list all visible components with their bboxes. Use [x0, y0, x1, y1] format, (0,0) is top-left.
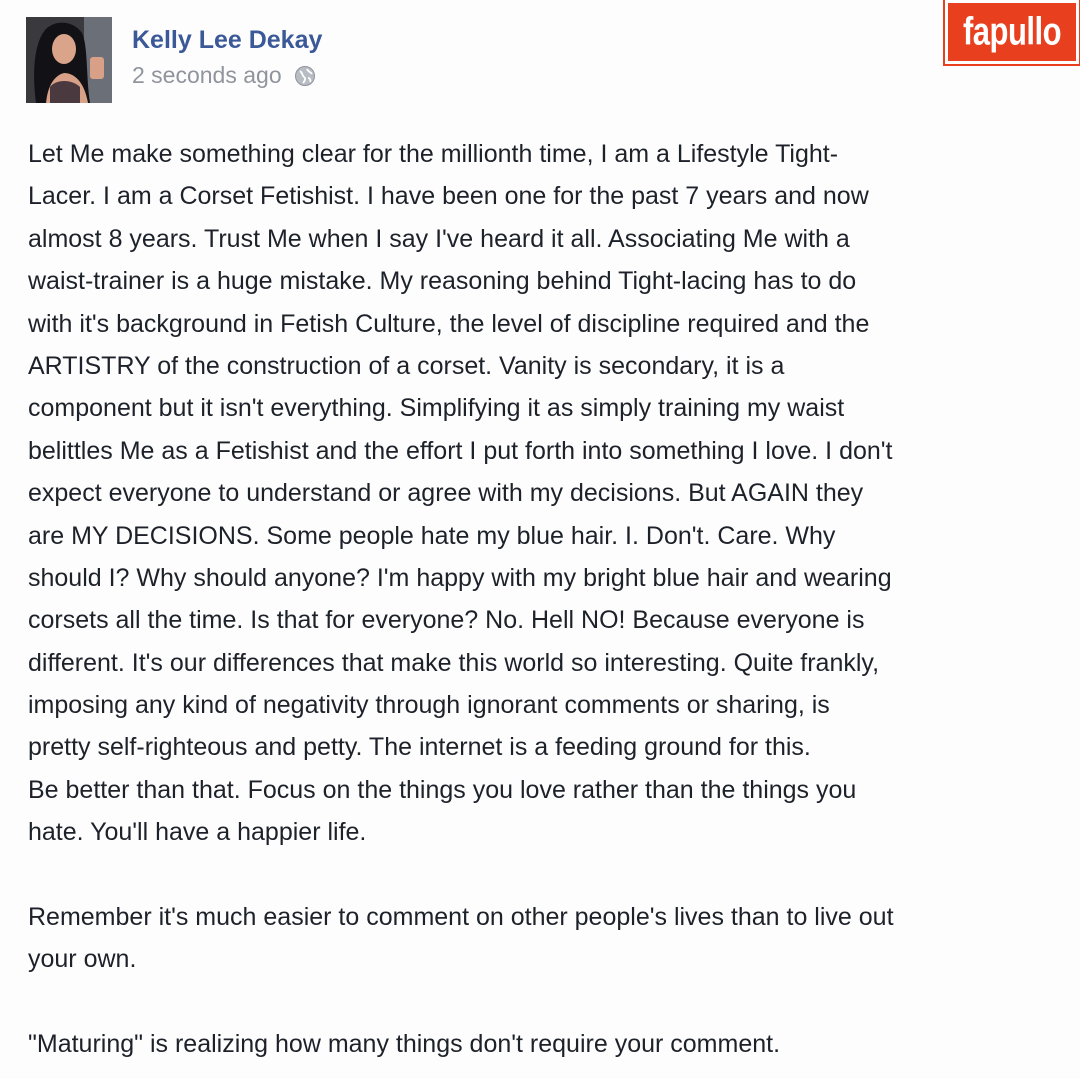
- post-text-line: imposing any kind of negativity through ignorant comments or sharing, is: [28, 691, 830, 720]
- post-text-line: Be better than that. Focus on the things you love rather than the things you: [28, 775, 857, 804]
- post-text-line: different. It's our differences that make this world so interesting. Quite frankly,: [28, 648, 880, 677]
- post-text-line: corsets all the time. Is that for everyone? No. Hell NO! Because everyone is: [28, 606, 865, 635]
- post-text-line: your own.: [28, 945, 137, 974]
- post-text-line: almost 8 years. Trust Me when I say I've heard it all. Associating Me with a: [28, 224, 850, 253]
- post-text-line: are MY DECISIONS. Some people hate my blue hair. I. Don't. Care. Why: [28, 521, 836, 550]
- post-text-line: "Maturing" is realizing how many things don't require your comment.: [28, 1030, 781, 1059]
- post-text-line: Remember it's much easier to comment on other people's lives than to live out: [28, 903, 894, 932]
- fapullo-watermark-logo: [945, 0, 1079, 64]
- post-author-name[interactable]: Kelly Lee Dekay: [132, 26, 323, 54]
- post-text-line: component but it isn't everything. Simplifying it as simply training my waist: [28, 394, 845, 423]
- post-body: [28, 133, 1068, 1066]
- post-text-line: with it's background in Fetish Culture, the level of discipline required and the: [28, 309, 870, 338]
- paragraph-spacer: [28, 981, 1068, 1023]
- post-timestamp[interactable]: 2 seconds ago: [132, 62, 282, 88]
- post-text-line: pretty self-righteous and petty. The internet is a feeding ground for this.: [28, 733, 811, 762]
- watermark-text: fapullo: [962, 9, 1062, 54]
- avatar[interactable]: [26, 17, 112, 103]
- post-meta: [132, 62, 316, 89]
- post-paragraph-1: [28, 133, 1068, 854]
- post-text-line: expect everyone to understand or agree with my decisions. But AGAIN they: [28, 479, 864, 508]
- post-text-line: Let Me make something clear for the millionth time, I am a Lifestyle Tight-: [28, 140, 839, 168]
- post-text-line: hate. You'll have a happier life.: [28, 818, 367, 847]
- avatar-photo: [26, 17, 112, 103]
- post-text-line: Lacer. I am a Corset Fetishist. I have been one for the past 7 years and now: [28, 182, 869, 211]
- post-text-line: should I? Why should anyone? I'm happy with my bright blue hair and wearing: [28, 563, 892, 592]
- post-text-line: ARTISTRY of the construction of a corset. Vanity is secondary, it is a: [28, 351, 785, 380]
- paragraph-spacer: [28, 854, 1068, 896]
- post-paragraph-3: [28, 1023, 1068, 1065]
- post-text-line: belittles Me as a Fetishist and the effort I put forth into something I love. I don't: [28, 436, 893, 465]
- post-text-line: waist-trainer is a huge mistake. My reasoning behind Tight-lacing has to do: [28, 267, 857, 296]
- post-paragraph-2: [28, 896, 1068, 981]
- globe-icon[interactable]: [294, 65, 316, 87]
